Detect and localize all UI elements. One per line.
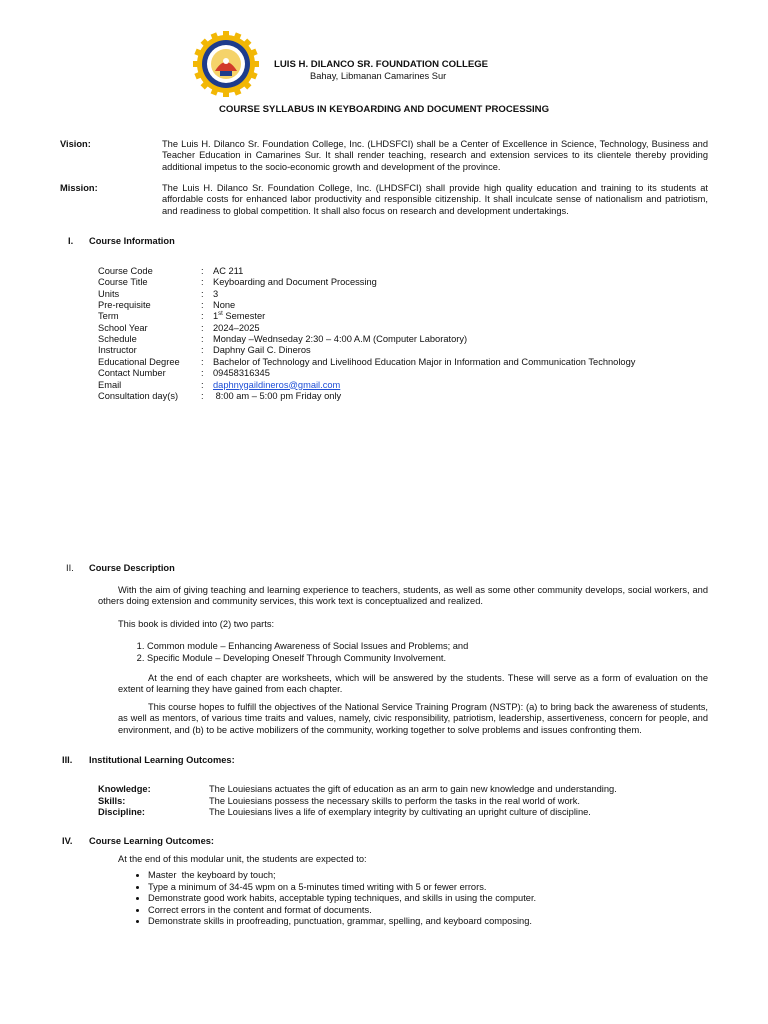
list-item: 2. Specific Module – Developing Oneself Through Community Involvement. [147,653,468,665]
info-value [213,311,635,322]
course-info-row [98,323,635,334]
info-value: Monday –Wednseday 2:30 – 4:00 A.M (Computer Laboratory) [213,334,468,345]
ilo-table [98,784,617,819]
section-3-title: Institutional Learning Outcomes: [89,755,235,765]
vision-text: The Luis H. Dilanco Sr. Foundation College, Inc. (LHDSFCI) shall be a Center of Excellence in Science, Technology, Business and Teacher Education in Camarines Sur. It shall render teaching, research and extension services to its clientele thereby providing additional impetus to the socio-economic growth and development of the province. [162,139,708,172]
gear-tooth [223,31,229,39]
course-info-row [98,345,635,356]
syllabus-title: COURSE SYLLABUS IN KEYBOARDING AND DOCUMENT PROCESSING [218,104,550,115]
gear-tooth [193,61,201,67]
ilo-value: The Louiesians possess the necessary skills to perform the tasks in the real world of work. [209,795,581,806]
ilo-label: Skills: [98,795,126,806]
info-value: 09458316345 [213,368,270,379]
course-info-row [98,311,635,322]
college-name: LUIS H. DILANCO SR. FOUNDATION COLLEGE [274,59,489,70]
info-value: None [213,300,236,311]
list-item: • Master the keyboard by touch; [148,870,536,882]
email-link[interactable]: daphnygaildineros@gmail.com [213,379,341,390]
gear-tooth [251,61,259,67]
info-label: Consultation day(s) [98,390,179,401]
course-info-row [98,277,635,288]
vision-label: Vision: [60,139,91,149]
ilo-value: The Louiesians lives a life of exemplary integrity by cultivating an upright culture of discipline. [209,807,591,817]
info-label: Schedule [98,334,137,345]
colon: : [201,266,204,276]
term-word: Semester [222,311,266,322]
info-label: Course Code [98,266,153,276]
info-label: Email [98,379,122,390]
college-seal-logo [193,31,259,97]
info-label: Course Title [98,277,148,288]
course-info-table [98,266,635,402]
info-value: Daphny Gail C. Dineros [213,345,311,356]
info-value [213,380,635,391]
section-1-title: Course Information [89,236,175,246]
colon: : [201,311,204,322]
course-info-row [98,300,635,311]
ilo-row [98,784,617,796]
description-paragraph-4: This course hopes to fulfill the objectives of the National Service Training Program (NSTP): (a) to bring back the awareness of students, as well as mentors, of various time traits and values, namely, civic responsibility, patriotism, leadership, assertiveness, concern for people, and environment, and (b) to be active mobilizers of the community, working together to solve problems and issues confronting them. [118,702,708,735]
colon: : [201,277,204,288]
course-info-row [98,266,635,277]
section-4-title: Course Learning Outcomes: [89,836,215,846]
info-value: AC 211 [213,266,244,276]
description-paragraph-1: With the aim of giving teaching and learning experience to teachers, students, as well as some other community develops, social workers, and others doing extension and community services, this work text is conceptualized and realized. [98,585,708,607]
info-label: Pre-requisite [98,300,151,311]
course-info-row [98,380,635,391]
college-address: Bahay, Libmanan Camarines Sur [310,71,447,81]
clo-list [132,870,536,928]
section-1-number: I. [68,236,74,246]
colon: : [201,322,204,333]
mission-label: Mission: [60,183,98,193]
ilo-row [98,807,617,819]
section-4-number: IV. [62,836,73,846]
colon: : [201,368,204,379]
info-label: School Year [98,322,148,333]
gear-tooth [223,89,229,97]
colon: : [201,356,204,367]
colon: : [201,334,204,345]
colon: : [201,300,204,311]
course-info-row [98,368,635,379]
ilo-label: Knowledge: [98,784,151,794]
info-value: 8:00 am – 5:00 pm Friday only [213,390,342,401]
course-info-row [98,391,635,402]
term-number: 1 [213,311,219,322]
section-2-title: Course Description [89,563,175,573]
list-item: 1. Common module – Enhancing Awareness of Social Issues and Problems; and [147,641,468,653]
info-value: Keyboarding and Document Processing [213,277,377,288]
list-item: • Type a minimum of 34-45 wpm on a 5-minutes timed writing with 5 or fewer errors. [148,882,536,894]
info-label: Units [98,288,120,299]
mission-text: The Luis H. Dilanco Sr. Foundation College, Inc. (LHDSFCI) shall provide high quality education and training to its students at affordable costs for enhanced labor productivity and responsible citizenship. It shall inculcate sense of nationalism and patriotism, and readiness to global competition. It shall also focus on research and development undertakings. [162,183,708,216]
ilo-value: The Louiesians actuates the gift of education as an arm to gain new knowledge and understanding. [209,784,617,794]
colon: : [201,345,204,356]
course-info-row [98,334,635,345]
ilo-label: Discipline: [98,807,146,817]
description-paragraph-3: At the end of each chapter are worksheets, which will be answered by the students. These will serve as a form of evaluation on the extent of learning they have gained from each chapter. [118,673,708,695]
parts-list [132,641,468,664]
section-2-number: II. [66,563,74,573]
info-value: Bachelor of Technology and Livelihood Education Major in Information and Communication Technology [213,356,636,367]
info-value: 2024–2025 [213,322,260,333]
info-value: 3 [213,288,219,299]
list-item: • Correct errors in the content and format of documents. [148,905,536,917]
colon: : [201,288,204,299]
section-3-number: III. [62,755,73,765]
colon: : [201,379,204,390]
course-info-row [98,289,635,300]
info-label: Contact Number [98,368,166,379]
ilo-row [98,796,617,808]
list-item: • Demonstrate skills in proofreading, punctuation, grammar, spelling, and keyboard composing. [148,916,536,928]
clo-intro: At the end of this modular unit, the students are expected to: [118,854,367,864]
term-ordinal-suffix: st [218,311,223,318]
list-item: • Demonstrate good work habits, acceptable typing techniques, and skills in using the computer. [148,893,536,905]
info-label: Term [98,311,119,322]
description-paragraph-2: This book is divided into (2) two parts: [118,619,275,629]
colon: : [201,390,204,401]
course-info-row [98,357,635,368]
info-label: Educational Degree [98,356,180,367]
info-label: Instructor [98,345,137,356]
